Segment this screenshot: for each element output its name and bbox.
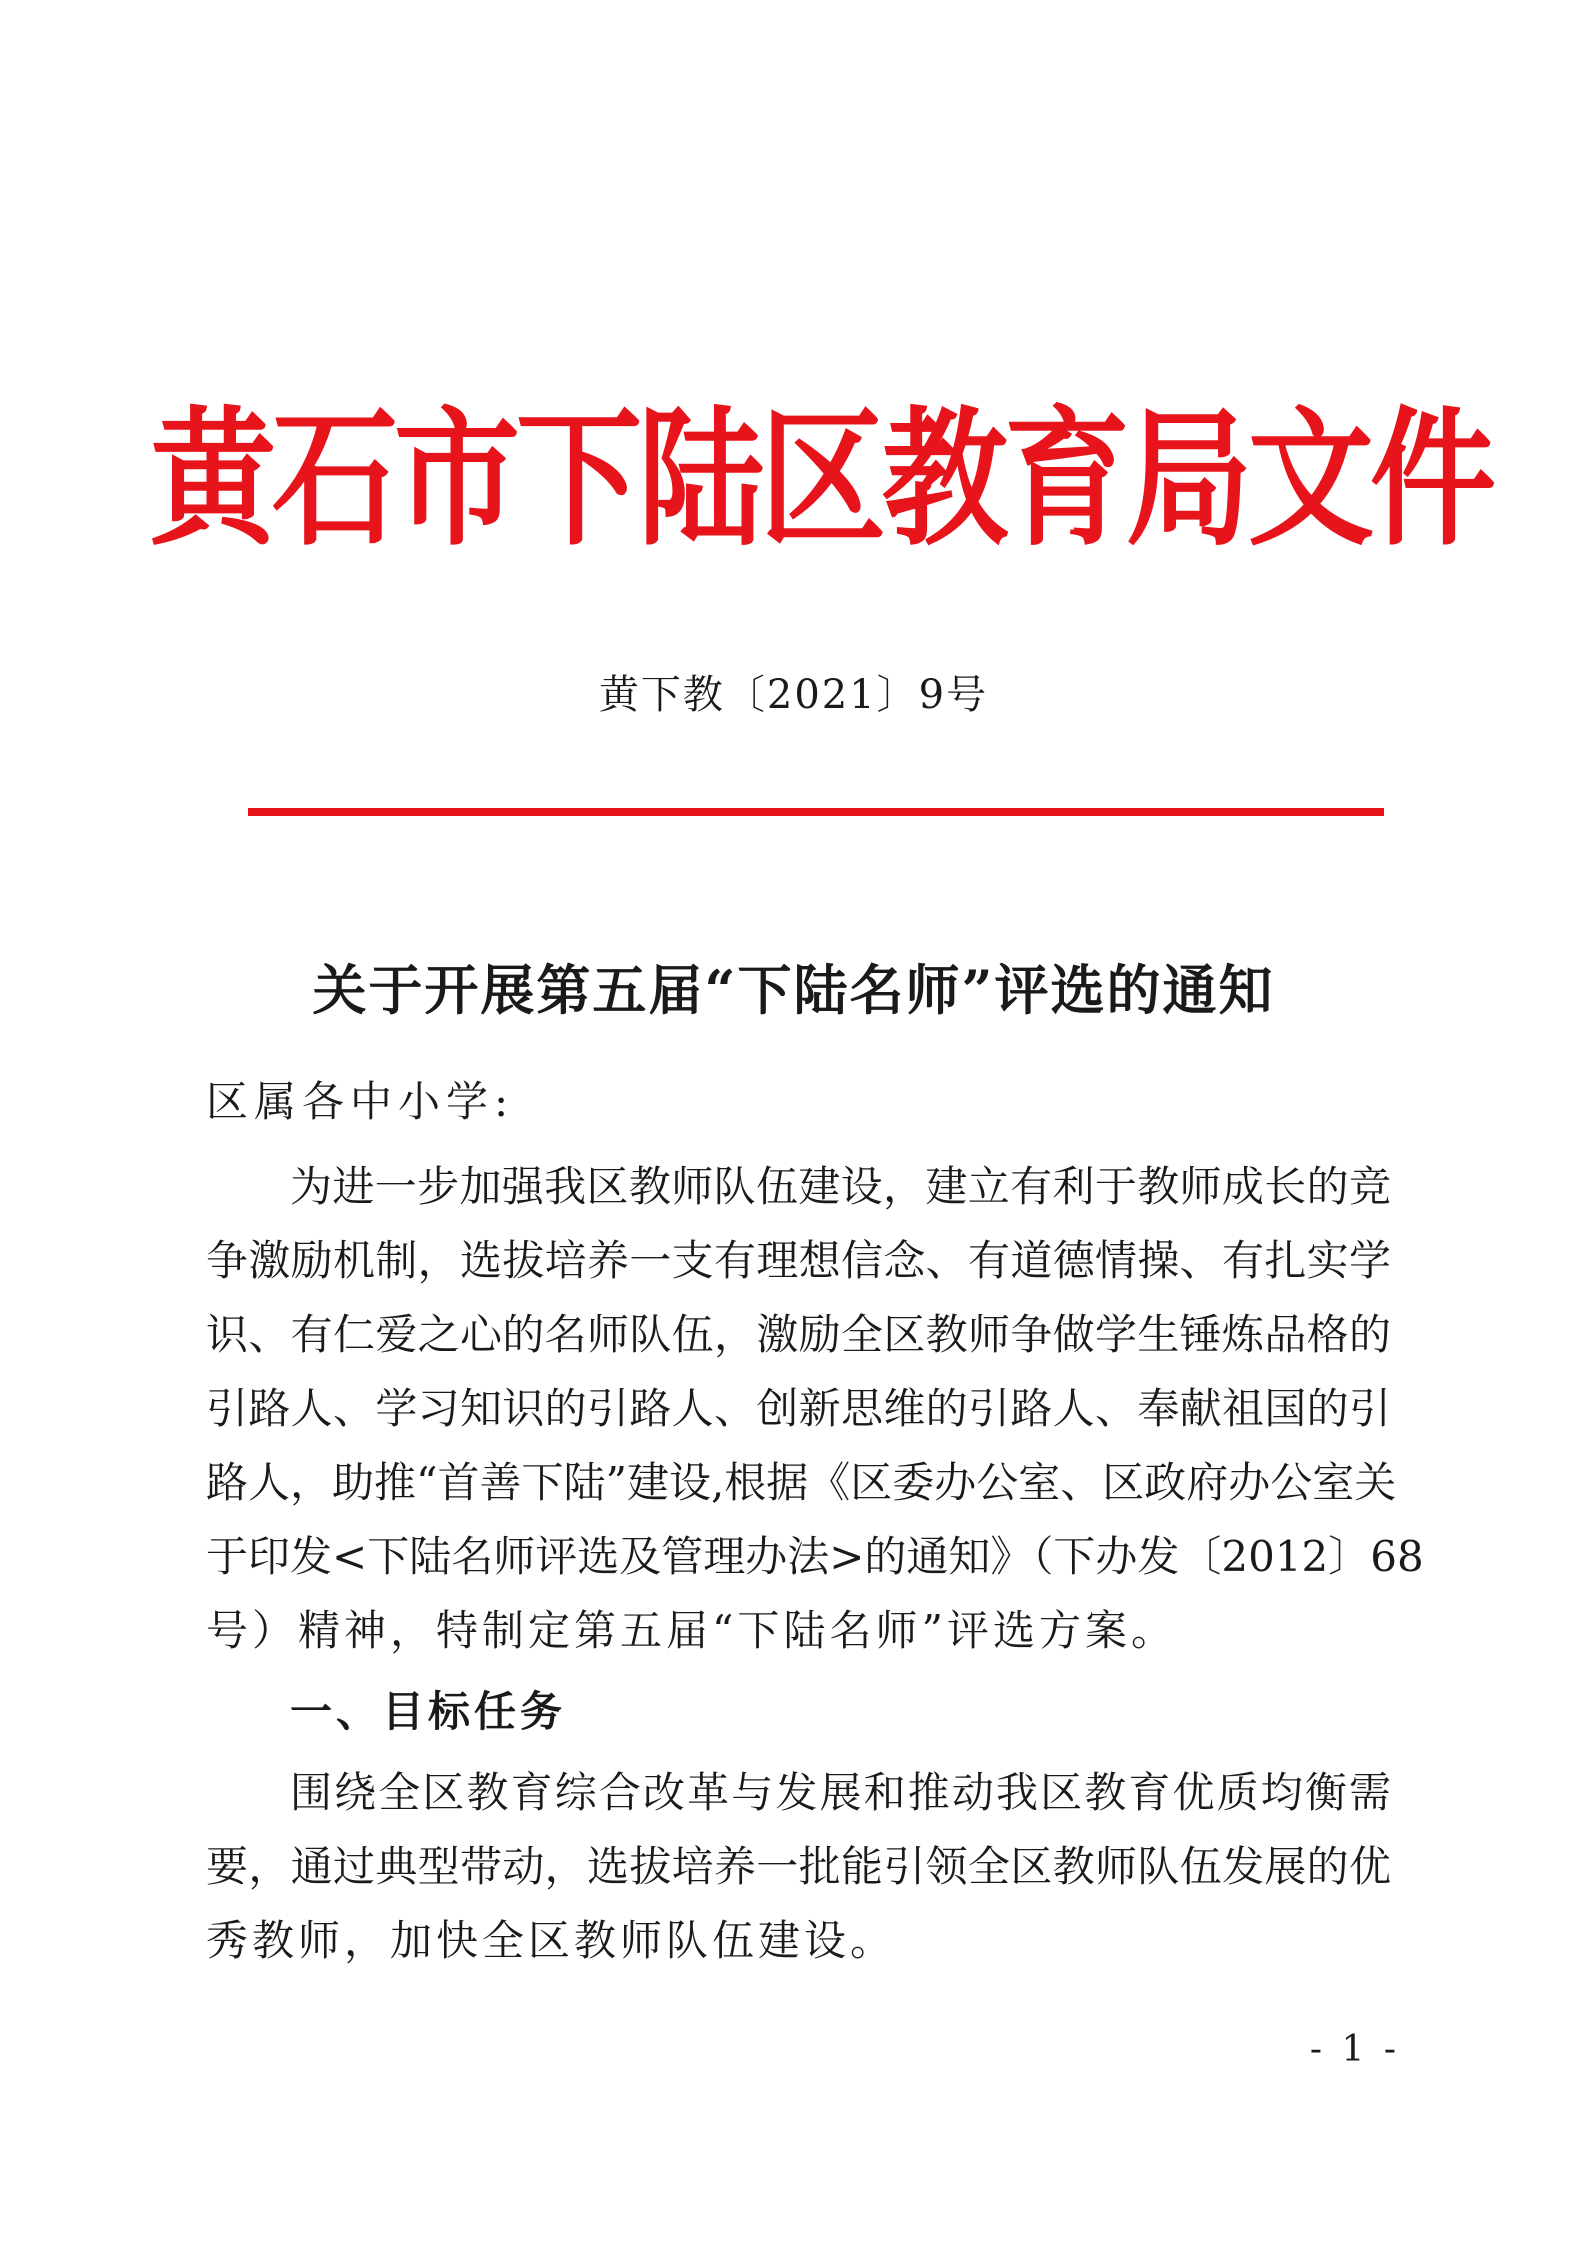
salutation: 区属各中小学: bbox=[206, 1077, 515, 1126]
section-heading: 一、目标任务 bbox=[290, 1687, 567, 1736]
page-number: - 1 - bbox=[1309, 2029, 1400, 2070]
intro-line: 于印发<下陆名师评选及管理办法>的通知》（下办发〔2012〕68 bbox=[206, 1532, 1424, 1581]
issuing-authority-header: 黄石市下陆区教育局文件 bbox=[150, 392, 1492, 567]
document-number: 黄下教〔2021〕9号 bbox=[598, 672, 989, 718]
section-line: 要，通过典型带动，选拔培养一批能引领全区教师队伍发展的优 bbox=[206, 1842, 1391, 1891]
section-line: 围绕全区教育综合改革与发展和推动我区教育优质均衡需 bbox=[290, 1768, 1391, 1817]
intro-line: 争激励机制，选拔培养一支有理想信念、有道德情操、有扎实学 bbox=[206, 1236, 1391, 1285]
intro-line: 引路人、学习知识的引路人、创新思维的引路人、奉献祖国的引 bbox=[206, 1384, 1391, 1433]
red-separator-rule bbox=[248, 808, 1384, 816]
notice-title: 关于开展第五届“下陆名师”评选的通知 bbox=[312, 958, 1275, 1022]
intro-line: 识、有仁爱之心的名师队伍，激励全区教师争做学生锤炼品格的 bbox=[206, 1310, 1391, 1359]
intro-line: 号）精神，特制定第五届“下陆名师”评选方案。 bbox=[206, 1606, 1177, 1655]
intro-line: 为进一步加强我区教师队伍建设，建立有利于教师成长的竞 bbox=[290, 1162, 1391, 1211]
intro-line: 路人，助推“首善下陆”建设,根据《区委办公室、区政府办公室关 bbox=[206, 1458, 1397, 1507]
section-line: 秀教师，加快全区教师队伍建设。 bbox=[206, 1916, 897, 1965]
